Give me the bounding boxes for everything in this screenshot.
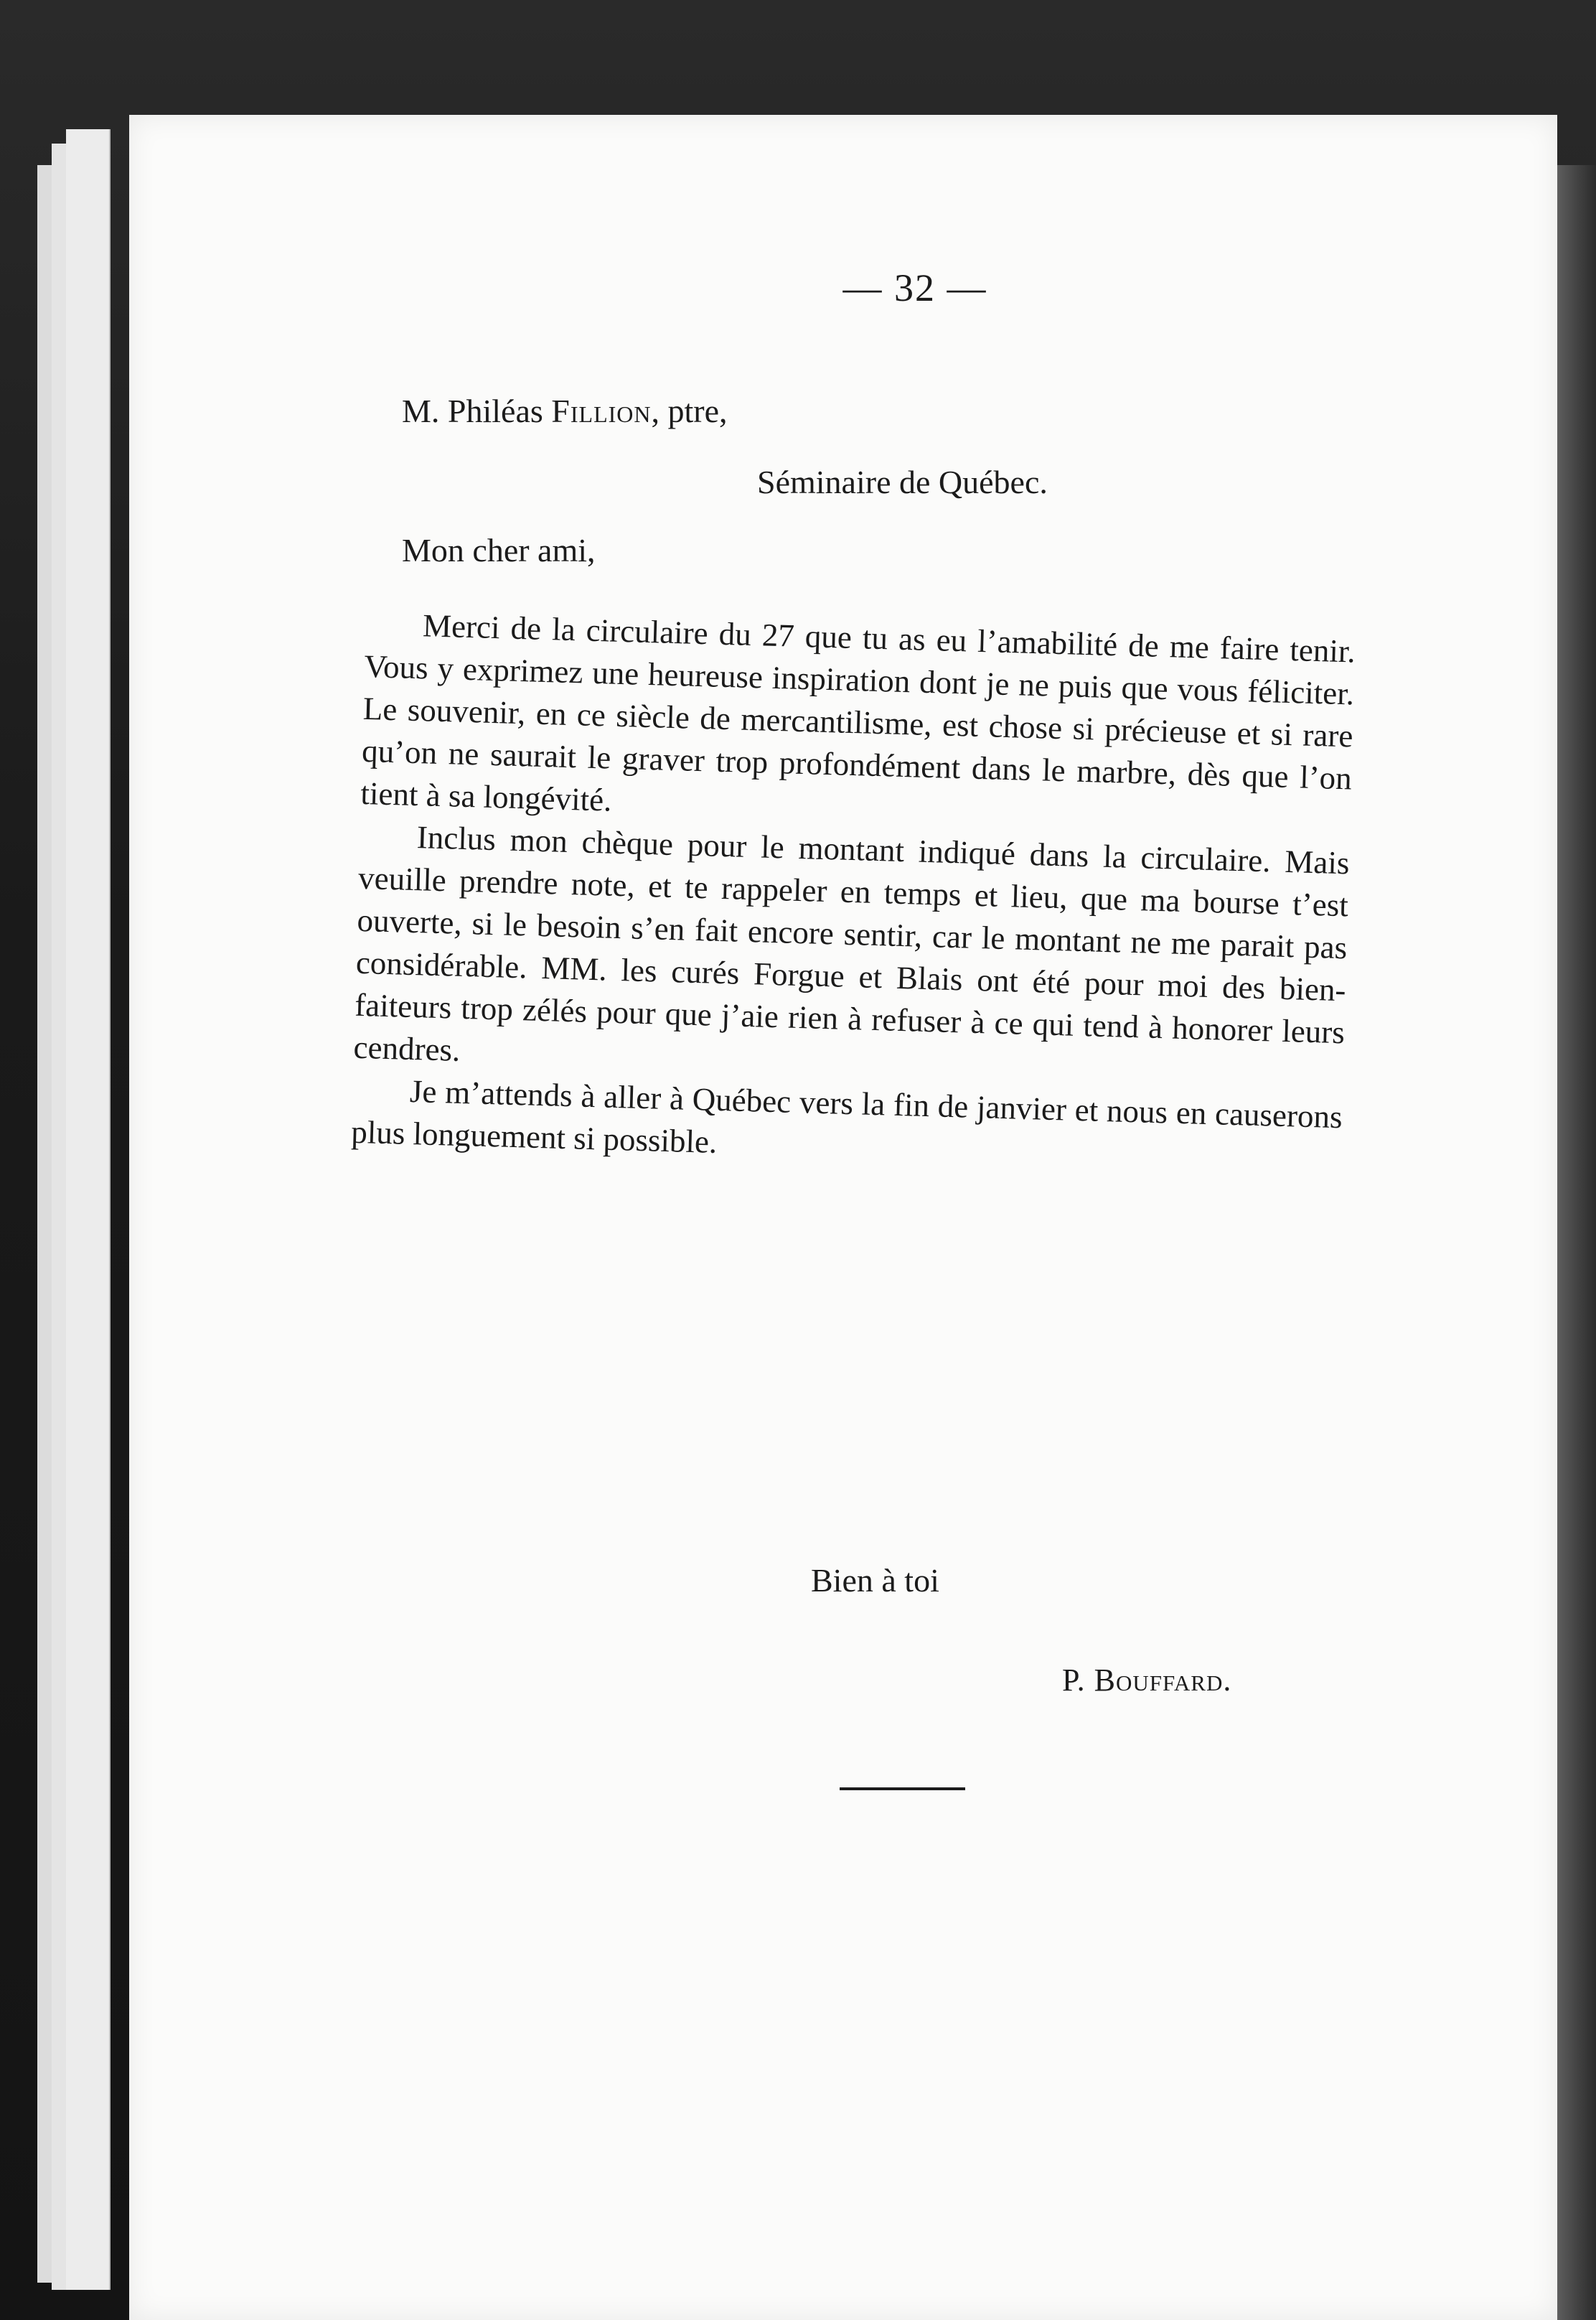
addressee-line xyxy=(402,392,728,430)
end-rule-divider xyxy=(840,1787,965,1790)
closing: Bien à toi xyxy=(811,1562,939,1599)
addressee-place: Séminaire de Québec. xyxy=(757,464,1048,500)
page-edge xyxy=(66,129,111,2290)
letter-body xyxy=(351,603,1356,1181)
addressee-name: M. Philéas xyxy=(402,393,552,429)
salutation: Mon cher ami, xyxy=(402,532,596,569)
book-page xyxy=(129,115,1557,2320)
paragraph-1: Merci de la circulaire du 27 que tu as eu l’amabilité de me faire tenir. Vous y exprimez une heureuse inspiration dont je ne puis que vous féliciter. Le souvenir, en ce siècle de mercantilisme, est chose si précieuse et si rare qu’on ne saurait le graver trop profondément dans le marbre, dès que l’on tient à sa longévité. xyxy=(360,607,1356,818)
page-number: — 32 — xyxy=(842,266,987,309)
addressee-suffix: , ptre, xyxy=(651,393,728,429)
paragraph-2: Inclus mon chèque pour le montant indiqué dans la circulaire. Mais veuille prendre note, et te rappeler en temps et lieu, que ma bourse t’est ouverte, si le besoin s’en fait encore sentir, car le montant ne me parait pas considérable. MM. les curés Forgue et Blais ont été pour moi des bienfaiteurs trop zélés pour que j’aie rien à refuser à ce qui tend à honorer leurs cendres. xyxy=(353,819,1351,1068)
addressee-surname: Fillion xyxy=(551,393,652,429)
paragraph-3: Je m’attends à aller à Québec vers la fin de janvier et nous en causerons plus longuement si possible. xyxy=(350,1072,1343,1160)
signature: P. Bouffard. xyxy=(1062,1662,1232,1698)
